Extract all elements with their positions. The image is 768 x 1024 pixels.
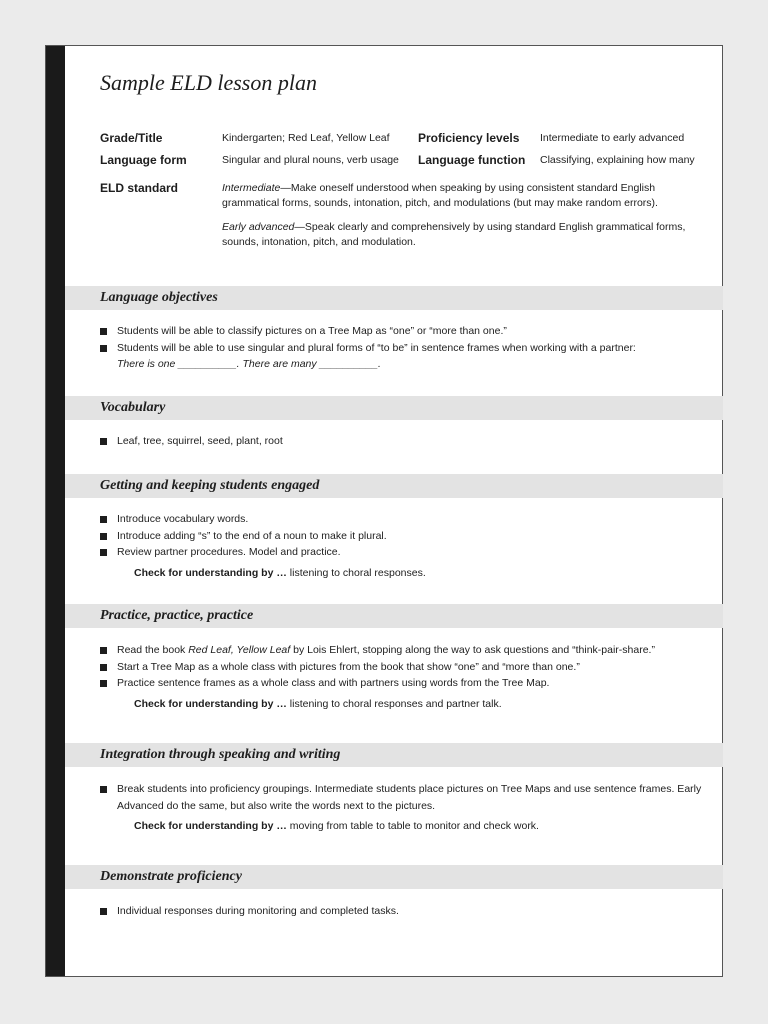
document-page <box>45 45 723 977</box>
language-form-value: Singular and plural nouns, verb usage <box>222 154 399 166</box>
section-title: Integration through speaking and writing <box>100 747 341 762</box>
list-item: Individual responses during monitoring and completed tasks. <box>100 903 710 920</box>
section-title: Practice, practice, practice <box>100 608 254 623</box>
check-for-understanding: Check for understanding by … listening to choral responses. <box>134 567 426 579</box>
list-item: Start a Tree Map as a whole class with pictures from the book that show “one” and “more than one.” <box>100 659 710 676</box>
language-objectives-list <box>100 323 710 373</box>
check-for-understanding: Check for understanding by … listening to choral responses and partner talk. <box>134 698 502 710</box>
standard-level-intermediate: Intermediate <box>222 182 281 194</box>
check-label: Check for understanding by … <box>134 567 287 579</box>
check-for-understanding: Check for understanding by … moving from table to table to monitor and check work. <box>134 820 539 832</box>
check-label: Check for understanding by … <box>134 820 287 832</box>
list-item: Students will be able to classify pictures on a Tree Map as “one” or “more than one.” <box>100 323 710 340</box>
list-item: Break students into proficiency groupings. Intermediate students place pictures on Tree Maps and use sentence frames. Early Advanced do the same, but also write the words next to the pictures. <box>100 781 710 814</box>
page-title: Sample ELD lesson plan <box>100 70 317 95</box>
engagement-list <box>100 511 710 561</box>
page-spine-bar <box>46 46 65 976</box>
proficiency-label: Proficiency levels <box>418 131 520 145</box>
list-item: Introduce adding “s” to the end of a noun to make it plural. <box>100 528 710 545</box>
sentence-frame: There is one __________. There are many __________. <box>117 358 381 370</box>
proficiency-value: Intermediate to early advanced <box>540 132 685 144</box>
book-title: Red Leaf, Yellow Leaf <box>188 644 291 656</box>
section-title: Demonstrate proficiency <box>100 869 242 884</box>
check-label: Check for understanding by … <box>134 698 287 710</box>
demonstrate-list <box>100 903 710 920</box>
list-item: Students will be able to use singular and plural forms of “to be” in sentence frames when working with a partner: There is one __________. There are many __________. <box>100 340 710 373</box>
list-item: Review partner procedures. Model and practice. <box>100 544 710 561</box>
grade-value: Kindergarten; Red Leaf, Yellow Leaf <box>222 132 390 144</box>
eld-standard-early-advanced: Early advanced—Speak clearly and comprehensively by using standard English grammatical forms, sounds, intonation, pitch, and modulation. <box>222 221 686 248</box>
vocabulary-list <box>100 433 710 450</box>
grade-label: Grade/Title <box>100 131 163 145</box>
section-header-language-objectives <box>65 286 723 310</box>
section-title: Vocabulary <box>100 400 166 415</box>
list-item: Leaf, tree, squirrel, seed, plant, root <box>100 433 710 450</box>
section-header-students-engaged <box>65 474 723 498</box>
standard-level-early-advanced: Early advanced <box>222 221 295 233</box>
eld-standard-label: ELD standard <box>100 181 179 195</box>
section-header-integration <box>65 743 723 767</box>
list-item: Practice sentence frames as a whole class and with partners using words from the Tree Map. <box>100 675 710 692</box>
language-form-label: Language form <box>100 153 187 167</box>
list-item: Read the book Red Leaf, Yellow Leaf by Lois Ehlert, stopping along the way to ask questions and “think-pair-share.” <box>100 642 710 659</box>
language-function-value: Classifying, explaining how many <box>540 154 695 166</box>
section-header-practice <box>65 604 723 628</box>
section-title: Language objectives <box>100 290 218 305</box>
eld-standard-intermediate: Intermediate—Make oneself understood when speaking by using consistent standard English grammatical forms, sounds, intonation, pitch, and modulations (but may make random errors). <box>222 182 658 209</box>
language-function-label: Language function <box>418 153 526 167</box>
section-title: Getting and keeping students engaged <box>100 478 320 493</box>
practice-list <box>100 642 710 692</box>
list-item: Introduce vocabulary words. <box>100 511 710 528</box>
section-header-demonstrate-proficiency <box>65 865 723 889</box>
section-header-vocabulary <box>65 396 723 420</box>
integration-list <box>100 781 710 814</box>
